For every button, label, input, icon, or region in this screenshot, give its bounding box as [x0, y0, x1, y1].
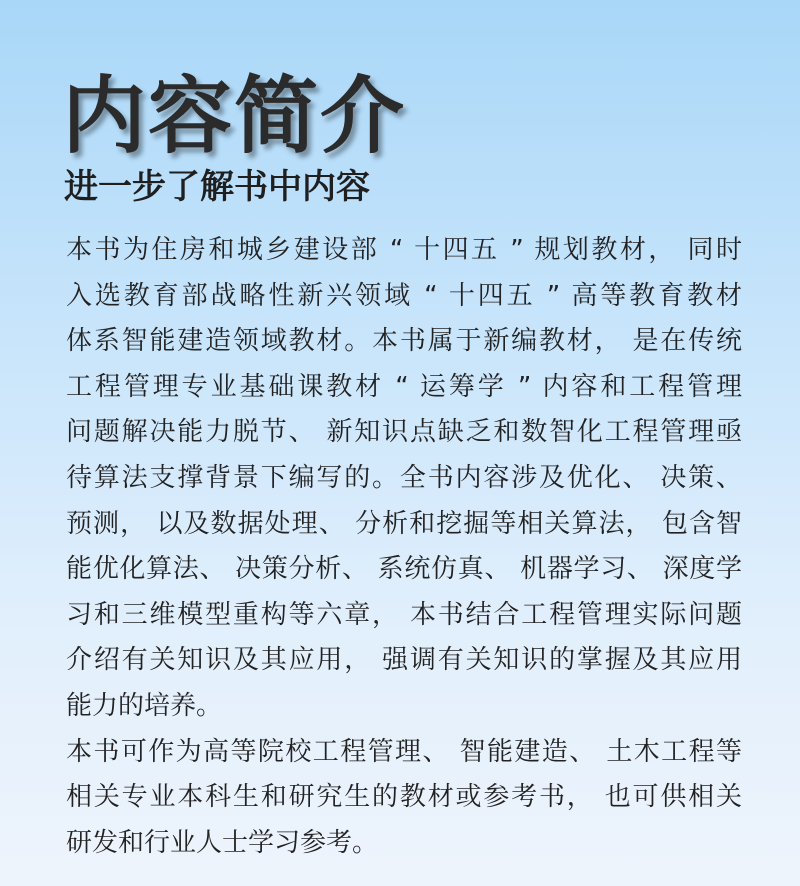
text-line: 本书可作为高等院校工程管理、 智能建造、 土木工程等 [66, 736, 742, 767]
page-title: 内容简介 [62, 67, 407, 165]
text-line: 能优化算法、 决策分析、 系统仿真、 机器学习、 深度学 [66, 554, 742, 585]
text-line: 介绍有关知识及其应用， 强调有关知识的掌握及其应用 [66, 645, 742, 676]
text-line: 习和三维模型重构等六章， 本书结合工程管理实际问题 [66, 599, 742, 630]
text-line: 体系智能建造领域教材。本书属于新编教材， 是在传统 [66, 326, 742, 357]
text-line: 本书为住房和城乡建设部 “ 十四五 ” 规划教材， 同时 [66, 235, 742, 265]
intro-text [66, 228, 742, 866]
text-line: 问题解决能力脱节、 新知识点缺乏和数智化工程管理亟 [66, 417, 742, 448]
text-line: 相关专业本科生和研究生的教材或参考书， 也可供相关 [66, 782, 742, 813]
text-line: 预测， 以及数据处理、 分析和挖掘等相关算法， 包含智 [66, 508, 742, 539]
text-line: 能力的培养。 [66, 690, 223, 721]
page-subtitle: 进一步了解书中内容 [64, 167, 370, 207]
text-line: 入选教育部战略性新兴领域 “ 十四五 ” 高等教育教材 [66, 280, 742, 311]
text-line: 待算法支撑背景下编写的。全书内容涉及优化、 决策、 [66, 462, 742, 493]
text-line: 工程管理专业基础课教材 “ 运筹学 ” 内容和工程管理 [66, 371, 742, 402]
text-line: 研发和行业人士学习参考。 [66, 827, 379, 858]
